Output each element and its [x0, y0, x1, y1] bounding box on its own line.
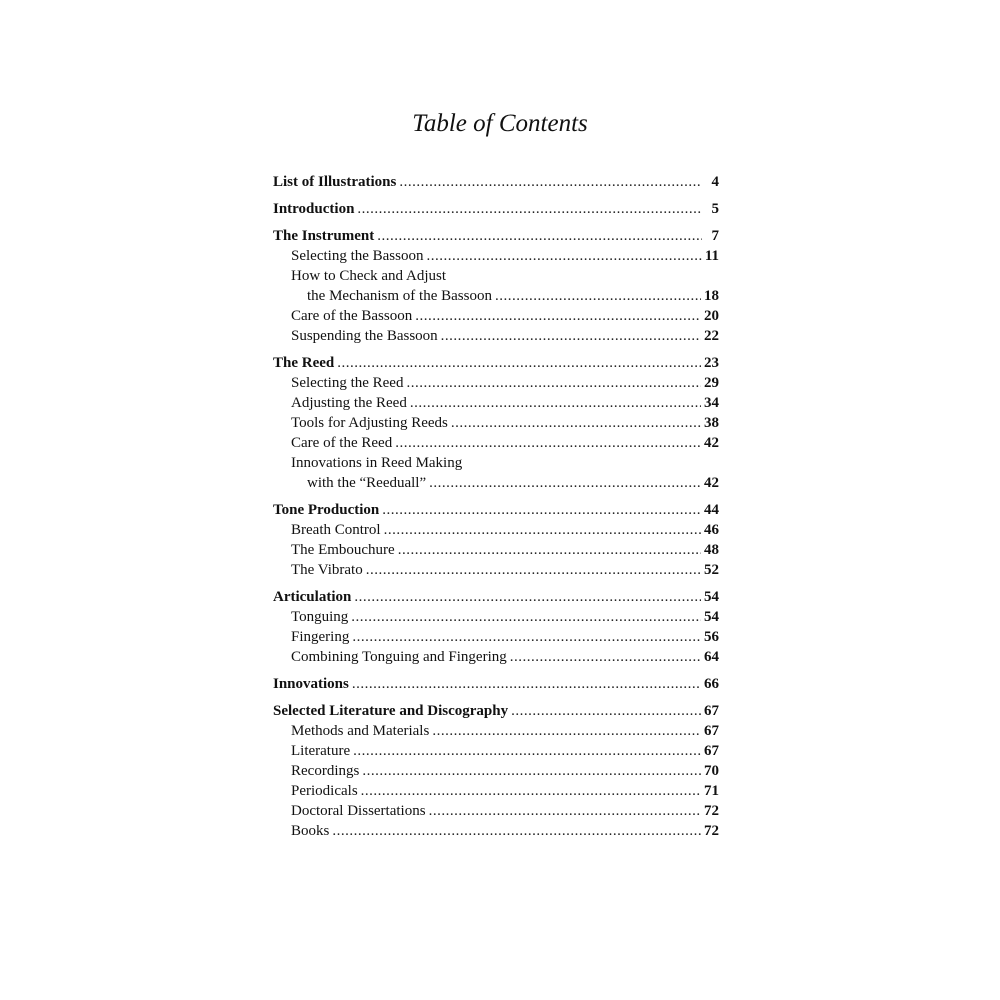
toc-page-number: 54: [704, 609, 719, 625]
dot-leader: [351, 607, 701, 627]
dot-leader: [429, 473, 701, 493]
toc-entry-title: Adjusting the Reed: [291, 395, 407, 411]
toc-entry: [273, 560, 719, 580]
toc-entry-title: Combining Tonguing and Fingering: [291, 649, 507, 665]
dot-leader: [353, 741, 701, 761]
toc-page-number: 72: [704, 823, 719, 839]
toc-entry-title: Breath Control: [291, 522, 381, 538]
toc-entry: [273, 246, 719, 266]
toc-entry-title: Suspending the Bassoon: [291, 328, 438, 344]
toc-page-number: 64: [704, 649, 719, 665]
toc-entry-title: The Vibrato: [291, 562, 363, 578]
toc-page-number: 38: [704, 415, 719, 431]
toc-entry-title: Articulation: [273, 589, 352, 605]
page-title: Table of Contents: [412, 110, 588, 137]
toc-entry-title: Literature: [291, 743, 351, 759]
toc-section: [273, 674, 719, 694]
toc-entry: [273, 306, 719, 326]
dot-leader: [511, 701, 701, 721]
dot-leader: [495, 286, 701, 306]
toc-page-number: 23: [704, 355, 719, 371]
dot-leader: [337, 353, 701, 373]
toc-entry-title: Selected Literature and Discography: [273, 703, 509, 719]
toc-entry: [273, 172, 719, 192]
toc-entry-title: Tools for Adjusting Reeds: [291, 415, 448, 431]
toc-entry: [273, 607, 719, 627]
dot-leader: [398, 540, 701, 560]
toc-section: [273, 500, 719, 580]
dot-leader: [395, 433, 701, 453]
toc-entry: [273, 674, 719, 694]
toc-page-number: 42: [704, 435, 719, 451]
dot-leader: [432, 721, 701, 741]
toc-section: [273, 587, 719, 667]
toc-page-number: 22: [704, 328, 719, 344]
toc-page-number: 11: [704, 248, 719, 264]
toc-entry-title: Periodicals: [291, 783, 358, 799]
toc-section: [273, 701, 719, 841]
toc-page-number: 7: [711, 228, 719, 244]
toc-section: [273, 172, 719, 192]
dot-leader: [410, 393, 701, 413]
dot-leader: [357, 199, 702, 219]
toc-page-number: 54: [704, 589, 719, 605]
toc-entry: [273, 326, 719, 346]
toc-entry-title: Introduction: [273, 201, 355, 217]
toc-entry: [273, 587, 719, 607]
toc-entry-title: How to Check and Adjust: [291, 268, 446, 284]
toc-entry: [273, 453, 719, 473]
toc-entry: [273, 801, 719, 821]
toc-entry-title: Care of the Reed: [291, 435, 393, 451]
dot-leader: [426, 246, 701, 266]
toc-entry: [273, 500, 719, 520]
toc-page-number: 67: [704, 743, 719, 759]
toc-entry: [273, 473, 719, 493]
toc-entry: [273, 266, 719, 286]
dot-leader: [352, 674, 701, 694]
toc-entry-title: The Reed: [273, 355, 335, 371]
toc-entry-title: Tonguing: [291, 609, 349, 625]
toc-page-number: 18: [704, 288, 719, 304]
toc-entry: [273, 647, 719, 667]
dot-leader: [406, 373, 701, 393]
dot-leader: [366, 560, 701, 580]
toc-entry: [273, 741, 719, 761]
toc-entry: [273, 353, 719, 373]
toc-page-number: 67: [704, 723, 719, 739]
toc-page-number: 20: [704, 308, 719, 324]
dot-leader: [384, 520, 701, 540]
toc-page-number: 42: [704, 475, 719, 491]
toc-page-number: 46: [704, 522, 719, 538]
toc-entry: [273, 393, 719, 413]
toc-entry-title: Methods and Materials: [291, 723, 430, 739]
toc-entry: [273, 520, 719, 540]
dot-leader: [354, 587, 701, 607]
toc-entry: [273, 761, 719, 781]
toc-page-number: 48: [704, 542, 719, 558]
toc-section: [273, 199, 719, 219]
toc-entry-title: the Mechanism of the Bassoon: [307, 288, 492, 304]
toc-page-number: 72: [704, 803, 719, 819]
toc-entry: [273, 199, 719, 219]
toc-entry: [273, 721, 719, 741]
toc-page-number: 34: [704, 395, 719, 411]
toc-page-number: 56: [704, 629, 719, 645]
dot-leader: [352, 627, 701, 647]
toc-page-number: 44: [704, 502, 719, 518]
toc-entry: [273, 821, 719, 841]
toc-entry-title: Books: [291, 823, 330, 839]
toc-entry-title: The Instrument: [273, 228, 375, 244]
toc-entry: [273, 433, 719, 453]
toc-page-number: 71: [704, 783, 719, 799]
dot-leader: [399, 172, 702, 192]
dot-leader: [377, 226, 702, 246]
dot-leader: [441, 326, 701, 346]
table-of-contents: [273, 172, 719, 848]
dot-leader: [332, 821, 701, 841]
toc-entry: [273, 701, 719, 721]
dot-leader: [429, 801, 701, 821]
toc-entry-title: Doctoral Dissertations: [291, 803, 426, 819]
toc-entry: [273, 413, 719, 433]
toc-page-number: 52: [704, 562, 719, 578]
toc-entry: [273, 286, 719, 306]
toc-entry: [273, 781, 719, 801]
toc-entry-title: Innovations: [273, 676, 349, 692]
dot-leader: [510, 647, 701, 667]
toc-entry-title: Recordings: [291, 763, 360, 779]
toc-entry-title: List of Illustrations: [273, 174, 397, 190]
toc-page-number: 67: [704, 703, 719, 719]
toc-entry: [273, 373, 719, 393]
dot-leader: [451, 413, 701, 433]
toc-entry-title: Fingering: [291, 629, 350, 645]
toc-entry-title: Tone Production: [273, 502, 380, 518]
toc-page-number: 29: [704, 375, 719, 391]
toc-entry: [273, 627, 719, 647]
dot-leader: [382, 500, 701, 520]
dot-leader: [415, 306, 701, 326]
dot-leader: [362, 761, 701, 781]
toc-page-number: 4: [711, 174, 719, 190]
toc-entry-title: Selecting the Reed: [291, 375, 404, 391]
toc-section: [273, 353, 719, 493]
toc-entry-title: The Embouchure: [291, 542, 395, 558]
toc-entry: [273, 540, 719, 560]
toc-page-number: 5: [711, 201, 719, 217]
toc-entry: [273, 226, 719, 246]
toc-entry-title: Selecting the Bassoon: [291, 248, 424, 264]
toc-section: [273, 226, 719, 346]
toc-entry-title: Innovations in Reed Making: [291, 455, 463, 471]
toc-page-number: 70: [704, 763, 719, 779]
toc-entry-title: Care of the Bassoon: [291, 308, 413, 324]
toc-page-number: 66: [704, 676, 719, 692]
dot-leader: [361, 781, 701, 801]
toc-entry-title: with the “Reeduall”: [307, 475, 427, 491]
